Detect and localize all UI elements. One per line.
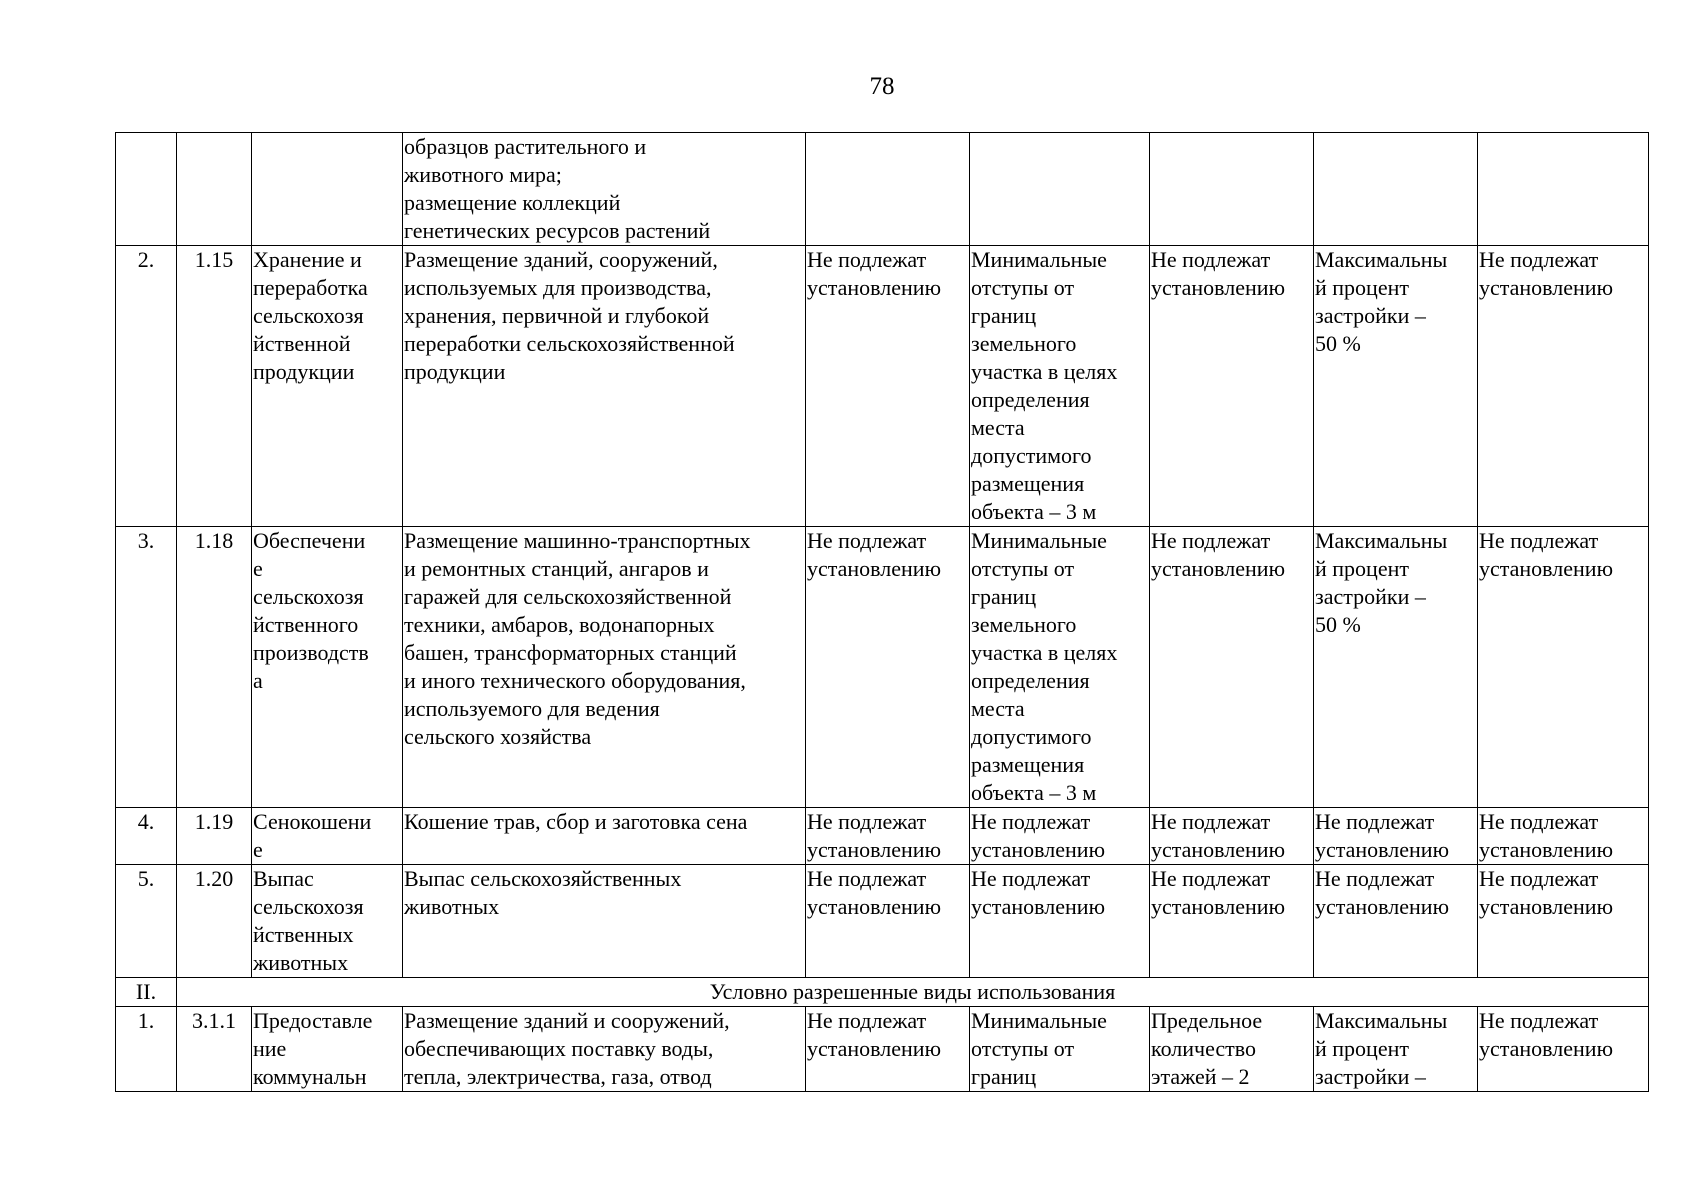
- table-row: [116, 865, 1649, 978]
- page-number: 78: [869, 73, 895, 100]
- param-cell-6: Не подлежат установлению: [970, 865, 1150, 978]
- param-cell-7: Не подлежат установлению: [1150, 527, 1314, 808]
- use-description-cell: Размещение машинно-транспортных и ремонтных станций, ангаров и гаражей для сельскохозяйственной техники, амбаров, водонапорных башен, трансформаторных станций и иного технического оборудования, используемого для ведения сельского хозяйства: [403, 527, 806, 808]
- param-cell-5: Не подлежат установлению: [806, 246, 970, 527]
- param-cell-9: Не подлежат установлению: [1478, 1007, 1649, 1092]
- table-row: [116, 808, 1649, 865]
- use-code-cell: [177, 133, 252, 246]
- param-cell-5: Не подлежат установлению: [806, 1007, 970, 1092]
- param-cell-8: Не подлежат установлению: [1314, 808, 1478, 865]
- param-cell-5: Не подлежат установлению: [806, 865, 970, 978]
- table-row: [116, 527, 1649, 808]
- param-cell-9: [1478, 133, 1649, 246]
- use-name-cell: [252, 133, 403, 246]
- param-cell-5: Не подлежат установлению: [806, 527, 970, 808]
- param-cell-8: Максимальны й процент застройки – 50 %: [1314, 527, 1478, 808]
- use-code-cell: 1.18: [177, 527, 252, 808]
- param-cell-8: [1314, 133, 1478, 246]
- use-code-cell: 1.15: [177, 246, 252, 527]
- param-cell-7: Не подлежат установлению: [1150, 865, 1314, 978]
- section-number-cell: II.: [116, 978, 177, 1007]
- section-header-row: [116, 978, 1649, 1007]
- use-name-cell: Сенокошени е: [252, 808, 403, 865]
- use-code-cell: 1.20: [177, 865, 252, 978]
- param-cell-6: Минимальные отступы от границ: [970, 1007, 1150, 1092]
- param-cell-6: Минимальные отступы от границ земельного участка в целях определения места допустимого размещения объекта – 3 м: [970, 246, 1150, 527]
- row-number-cell: [116, 133, 177, 246]
- param-cell-7: Не подлежат установлению: [1150, 246, 1314, 527]
- param-cell-9: Не подлежат установлению: [1478, 865, 1649, 978]
- param-cell-5: Не подлежат установлению: [806, 808, 970, 865]
- param-cell-5: [806, 133, 970, 246]
- use-description-cell: образцов растительного и животного мира; размещение коллекций генетических ресурсов растений: [403, 133, 806, 246]
- param-cell-8: Не подлежат установлению: [1314, 865, 1478, 978]
- param-cell-6: Минимальные отступы от границ земельного участка в целях определения места допустимого размещения объекта – 3 м: [970, 527, 1150, 808]
- row-number-cell: 5.: [116, 865, 177, 978]
- param-cell-7: [1150, 133, 1314, 246]
- use-description-cell: Размещение зданий, сооружений, используемых для производства, хранения, первичной и глубокой переработки сельскохозяйственной продукции: [403, 246, 806, 527]
- use-name-cell: Выпас сельскохозя йственных животных: [252, 865, 403, 978]
- param-cell-8: Максимальны й процент застройки –: [1314, 1007, 1478, 1092]
- table-row-continuation: [116, 133, 1649, 246]
- use-description-cell: Размещение зданий и сооружений, обеспечивающих поставку воды, тепла, электричества, газа, отвод: [403, 1007, 806, 1092]
- param-cell-9: Не подлежат установлению: [1478, 527, 1649, 808]
- use-description-cell: Выпас сельскохозяйственных животных: [403, 865, 806, 978]
- param-cell-9: Не подлежат установлению: [1478, 808, 1649, 865]
- param-cell-6: [970, 133, 1150, 246]
- use-code-cell: 1.19: [177, 808, 252, 865]
- row-number-cell: 3.: [116, 527, 177, 808]
- use-name-cell: Хранение и переработка сельскохозя йственной продукции: [252, 246, 403, 527]
- section-title: Условно разрешенные виды использования: [177, 978, 1649, 1007]
- param-cell-9: Не подлежат установлению: [1478, 246, 1649, 527]
- row-number-cell: 4.: [116, 808, 177, 865]
- use-code-cell: 3.1.1: [177, 1007, 252, 1092]
- use-name-cell: Обеспечени е сельскохозя йственного производств а: [252, 527, 403, 808]
- table-row: [116, 246, 1649, 527]
- table-row: [116, 1007, 1649, 1092]
- param-cell-7: Предельное количество этажей – 2: [1150, 1007, 1314, 1092]
- param-cell-7: Не подлежат установлению: [1150, 808, 1314, 865]
- use-name-cell: Предоставле ние коммунальн: [252, 1007, 403, 1092]
- use-description-cell: Кошение трав, сбор и заготовка сена: [403, 808, 806, 865]
- row-number-cell: 2.: [116, 246, 177, 527]
- param-cell-8: Максимальны й процент застройки – 50 %: [1314, 246, 1478, 527]
- zoning-regulations-table: [115, 132, 1649, 1092]
- param-cell-6: Не подлежат установлению: [970, 808, 1150, 865]
- row-number-cell: 1.: [116, 1007, 177, 1092]
